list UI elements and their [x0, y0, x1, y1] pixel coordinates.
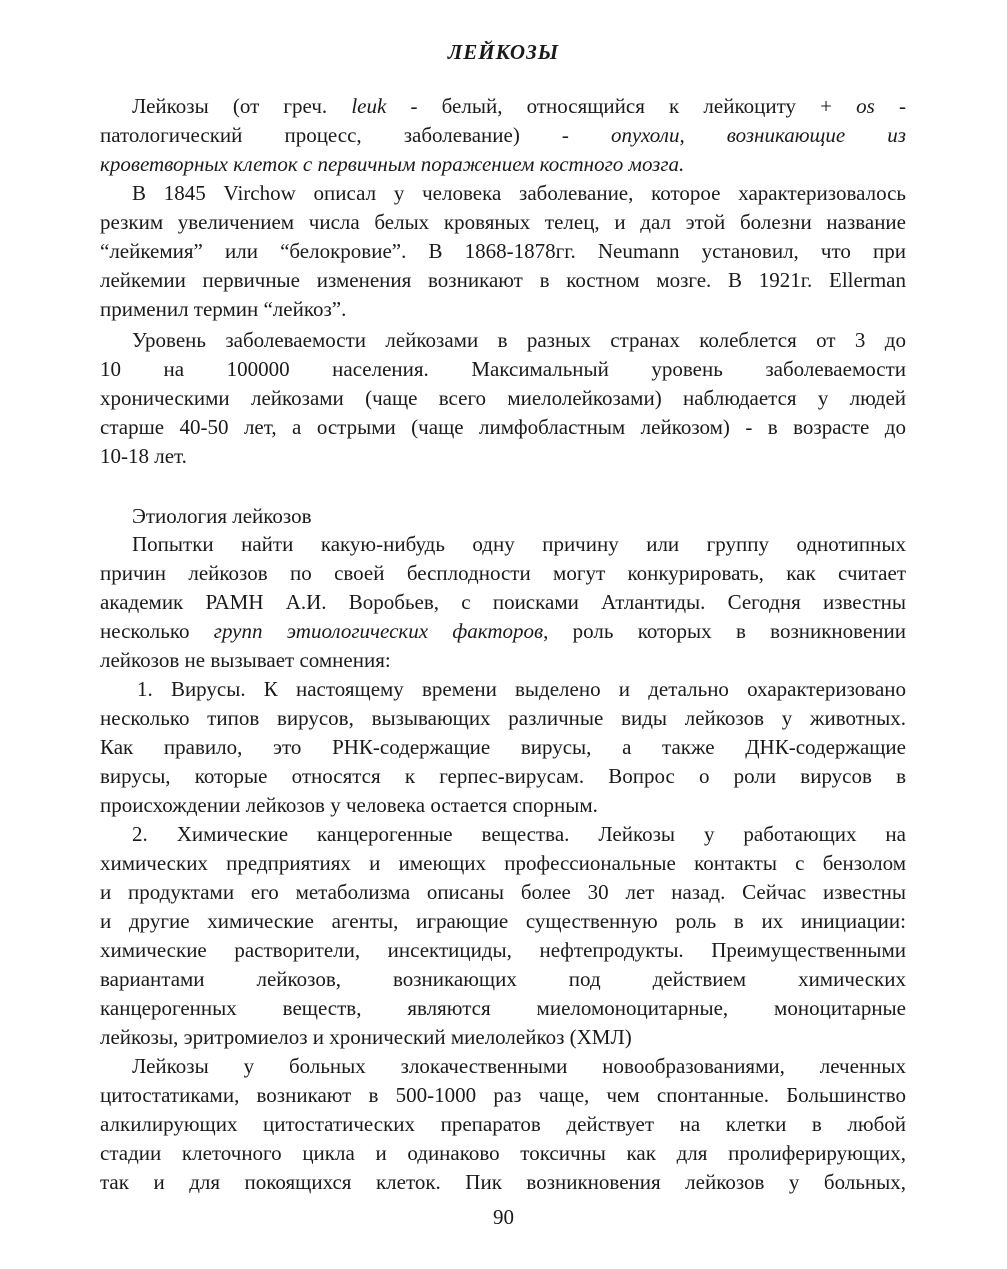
paragraph-line: лейкозов не вызывает сомнения:: [100, 648, 391, 672]
text-run: , роль которых в возникновении: [543, 619, 906, 643]
paragraph-line: несколько типов вирусов, вызывающих различные виды лейкозов у животных.: [100, 706, 906, 730]
section-heading: Этиология лейкозов: [132, 504, 312, 528]
paragraph-line: [100, 121, 906, 150]
paragraph-line: химических предприятиях и имеющих профессиональные контакты с бензолом: [100, 851, 906, 875]
paragraph-line: [100, 617, 906, 646]
text-run: - белый, относящийся к лейкоциту +: [386, 94, 857, 118]
paragraph-line: химические растворители, инсектициды, нефтепродукты. Преимущественными: [100, 938, 906, 962]
paragraph-line: Как правило, это РНК-содержащие вирусы, а также ДНК-содержащие: [100, 735, 906, 759]
paragraph-line: причин лейкозов по своей бесплодности могут конкурировать, как считает: [100, 561, 906, 585]
paragraph-line: В 1845 Virchow описал у человека заболевание, которое характеризовалось: [132, 181, 906, 205]
paragraph-line: и продуктами его метаболизма описаны более 30 лет назад. Сейчас известны: [100, 880, 906, 904]
paragraph-line: происхождении лейкозов у человека остается спорным.: [100, 793, 598, 817]
italic-term: leuk: [351, 94, 387, 118]
text-run: -: [874, 94, 907, 118]
paragraph-line: лейкозы, эритромиелоз и хронический миелолейкоз (ХМЛ): [100, 1025, 632, 1049]
page-title: ЛЕЙКОЗЫ: [447, 40, 560, 64]
italic-term: os: [856, 94, 875, 118]
list-item-line: 2. Химические канцерогенные вещества. Лейкозы у работающих на: [132, 822, 906, 846]
text-run: Лейкозы (от греч.: [132, 94, 352, 118]
italic-text: кроветворных клеток с первичным поражением костного мозга.: [100, 152, 685, 176]
paragraph-line: вирусы, которые относятся к герпес-вирусам. Вопрос о роли вирусов в: [100, 764, 906, 788]
page-number: 90: [493, 1205, 514, 1229]
text-run: патологический процесс, заболевание) -: [100, 123, 611, 147]
paragraph-line: алкилирующих цитостатических препаратов действует на клетки в любой: [100, 1112, 906, 1136]
text-run: несколько: [100, 619, 214, 643]
paragraph-line: 10 на 100000 населения. Максимальный уровень заболеваемости: [100, 357, 906, 381]
paragraph-line: канцерогенных веществ, являются миеломоноцитарные, моноцитарные: [100, 996, 906, 1020]
italic-text: групп этиологических факторов: [213, 619, 544, 643]
paragraph-line: академик РАМН А.И. Воробьев, с поисками Атлантиды. Сегодня известны: [100, 590, 906, 614]
paragraph-line: резким увеличением числа белых кровяных телец, и дал этой болезни название: [100, 210, 906, 234]
paragraph-line: Попытки найти какую-нибудь одну причину или группу однотипных: [132, 532, 906, 556]
list-item-line: 1. Вирусы. К настоящему времени выделено и детально охарактеризовано: [137, 677, 906, 701]
paragraph-line: вариантами лейкозов, возникающих под действием химических: [100, 967, 906, 991]
paragraph-line: цитостатиками, возникают в 500-1000 раз чаще, чем спонтанные. Большинство: [100, 1083, 906, 1107]
paragraph-line: и другие химические агенты, играющие существенную роль в их инициации:: [100, 909, 906, 933]
paragraph-line: старше 40-50 лет, а острыми (чаще лимфобластным лейкозом) - в возрасте до: [100, 415, 906, 439]
paragraph-line: 10-18 лет.: [100, 444, 187, 468]
paragraph-line: хроническими лейкозами (чаще всего миелолейкозами) наблюдается у людей: [100, 386, 906, 410]
paragraph-line: Уровень заболеваемости лейкозами в разных странах колеблется от 3 до: [132, 328, 906, 352]
paragraph-line: применил термин “лейкоз”.: [100, 297, 347, 321]
paragraph-line: Лейкозы у больных злокачественными новообразованиями, леченных: [132, 1054, 906, 1078]
italic-text: опухоли, возникающие из: [610, 123, 906, 147]
paragraph-line: [132, 92, 906, 121]
paragraph-line: лейкемии первичные изменения возникают в костном мозге. В 1921г. Ellerman: [100, 268, 906, 292]
paragraph-line: так и для покоящихся клеток. Пик возникновения лейкозов у больных,: [100, 1170, 906, 1194]
paragraph-line: стадии клеточного цикла и одинаково токсичны как для пролиферирующих,: [100, 1141, 906, 1165]
paragraph-line: “лейкемия” или “белокровие”. В 1868-1878гг. Neumann установил, что при: [100, 239, 906, 263]
paragraph-line: [100, 150, 906, 179]
